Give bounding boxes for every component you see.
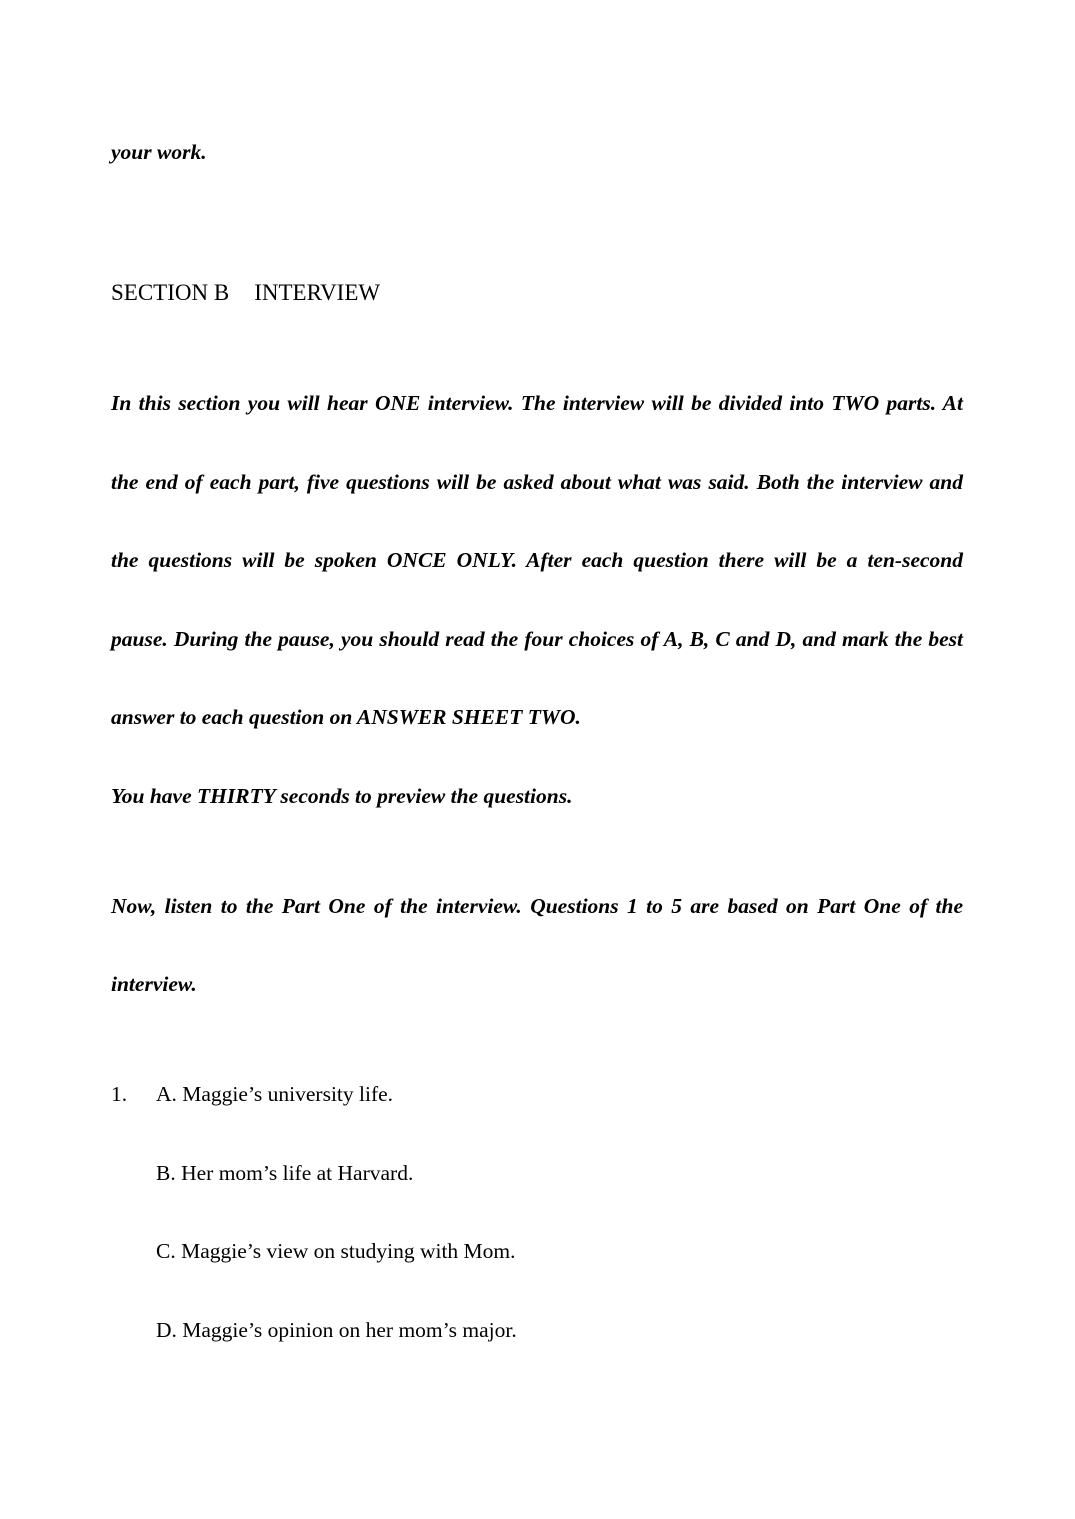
instruction-line: the end of each part, five questions will be asked about what was said. Both the interview and xyxy=(111,470,963,494)
instruction-line: pause. During the pause, you should read the four choices of A, B, C and D, and mark the best xyxy=(111,627,963,651)
preview-note: You have THIRTY seconds to preview the questions. xyxy=(111,784,573,808)
option-b: B. Her mom’s life at Harvard. xyxy=(156,1161,414,1185)
option-c: C. Maggie’s view on studying with Mom. xyxy=(156,1239,516,1263)
option-a: A. Maggie’s university life. xyxy=(156,1082,394,1106)
instruction-line: the questions will be spoken ONCE ONLY. After each question there will be a ten-second xyxy=(111,548,963,572)
part-intro-line: interview. xyxy=(111,972,197,996)
question-number: 1. xyxy=(111,1082,128,1106)
section-title: INTERVIEW xyxy=(254,280,381,305)
section-heading xyxy=(111,280,380,306)
section-label: SECTION B xyxy=(111,280,230,305)
part-intro-line: Now, listen to the Part One of the interview. Questions 1 to 5 are based on Part One of the xyxy=(111,894,963,918)
instruction-line: In this section you will hear ONE interview. The interview will be divided into TWO parts. At xyxy=(111,391,963,415)
instruction-line: answer to each question on ANSWER SHEET TWO. xyxy=(111,705,581,729)
option-d: D. Maggie’s opinion on her mom’s major. xyxy=(156,1318,517,1342)
continuation-text: your work. xyxy=(111,140,207,164)
